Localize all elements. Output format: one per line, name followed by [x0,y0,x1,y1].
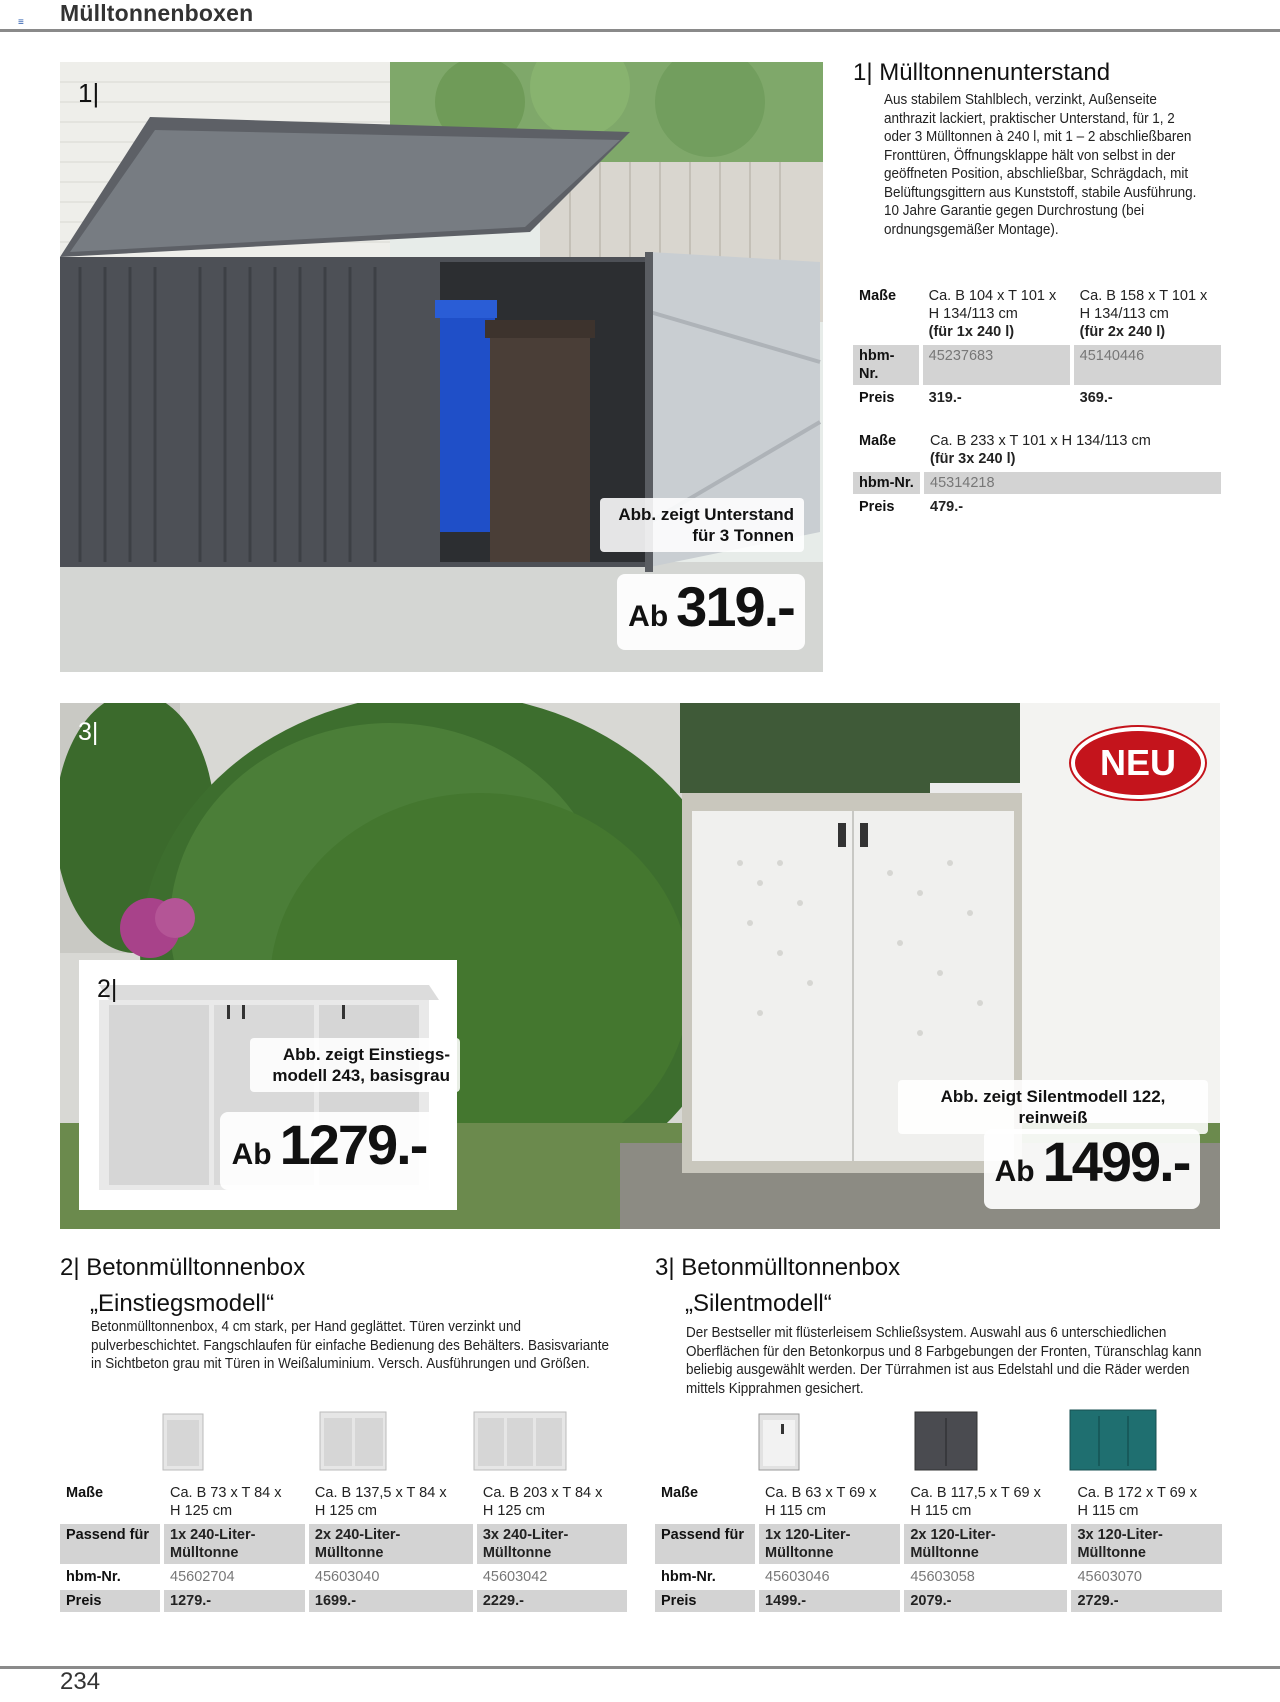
product3-caption-text: Abb. zeigt Silentmodell 122, reinweiß [940,1087,1166,1127]
product1-number: 1| [853,59,873,86]
spec-hbm-value: 45602704 [170,1569,235,1585]
product3-number: 3| [655,1254,675,1281]
masse-line: Ca. B 63 x T 69 x [765,1485,877,1501]
masse-line: Ca. B 104 x T 101 x [928,288,1057,304]
masse-line: Ca. B 73 x T 84 x [170,1485,282,1501]
spec-hbm-value: 45603040 [314,1569,380,1585]
product1-spec-table-2 [853,428,1221,520]
spec-price-value: 2729.- [1071,1590,1222,1612]
product2-price: 1279.- [279,1113,427,1176]
passend-line: 2x 240-Liter- [314,1527,401,1543]
spec-row-hbm [853,345,1221,385]
spec-hbm-value: 45314218 [924,472,1221,494]
spec-label-hbm: hbm-Nr. [853,345,919,385]
masse-line: Ca. B 172 x T 69 x [1077,1485,1198,1501]
product1-price-prefix: Ab [628,600,669,633]
spec-label-masse: Maße [859,433,897,449]
product2-description: Betonmülltonnenbox, 4 cm stark, per Hand geglättet. Türen verzinkt und pulverbeschichtet. Fangschlaufen für einfache Bedienung des Behälters. Basisvariante in Sichtbeton grau mit Türen in Weißaluminium. Versch. Ausführungen und Größen. [91,1319,609,1372]
passend-line: Mülltonne [910,1545,979,1561]
spec-label-hbm: hbm-Nr. [661,1569,716,1585]
passend-line: Mülltonne [765,1545,834,1561]
product1-title: Mülltonnenunterstand [879,59,1111,86]
spec-row-hbm [60,1566,627,1588]
product1-caption [600,498,804,552]
spec-row-masse [60,1482,627,1522]
passend-line: 2x 120-Liter- [910,1527,996,1543]
spec-masse-cell [477,1482,627,1522]
spec-hbm-value: 45603058 [910,1569,975,1585]
masse-line: (für 2x 240 l) [1079,324,1166,340]
spec-row-preis [853,496,1221,518]
spec-label-hbm: hbm-Nr. [66,1569,121,1585]
spec-label-hbm: hbm-Nr. [853,472,920,494]
masse-line: Ca. B 117,5 x T 69 x [910,1485,1041,1501]
spec-row-masse [853,430,1221,470]
product2-caption-line: Abb. zeigt Einstiegs- [282,1045,450,1064]
product1-caption-text: Abb. zeigt Unterstand für 3 Tonnen [618,505,794,545]
spec-hbm-value: 45237683 [923,345,1070,385]
spec-hbm-value: 45603042 [482,1569,548,1585]
product2-title: Betonmülltonnenbox [86,1254,306,1281]
spec-passend-cell [1071,1524,1222,1564]
masse-line: H 115 cm [1077,1503,1139,1519]
spec-masse-cell [1074,285,1221,343]
passend-line: 1x 240-Liter- [170,1527,256,1543]
product2-thumb-2 [318,1410,388,1472]
header-divider [0,29,1280,32]
spec-price-value: 369.- [1079,390,1113,406]
masse-line: H 115 cm [765,1503,826,1519]
spec-masse-cell [309,1482,473,1522]
product3-price-badge [984,1129,1200,1209]
spec-label-preis: Preis [859,390,895,406]
product2-subtitle: „Einstiegsmodell“ [90,1290,275,1317]
product1-heading [853,55,1110,91]
photo2-image-label: 3| [78,718,99,746]
product3-thumb-3 [1068,1408,1158,1472]
spec-price-value: 1499.- [759,1590,900,1612]
spec-label-masse: Maße [859,288,897,304]
product3-spec-table [655,1480,1222,1614]
product2-spec-table [60,1480,627,1614]
spec-hbm-value: 45603046 [765,1569,830,1585]
product3-thumb-2 [913,1410,979,1472]
masse-line: H 125 cm [314,1503,377,1519]
spec-row-preis [60,1590,627,1612]
spec-masse-cell [904,1482,1067,1522]
product1-image-label: 1| [78,78,100,108]
product3-heading [655,1250,900,1322]
spec-hbm-value: 45603070 [1077,1569,1142,1585]
masse-line: Ca. B 233 x T 101 x H 134/113 cm [930,433,1151,449]
spec-masse-cell [924,430,1221,470]
spec-label-masse: Maße [661,1485,699,1501]
menu-marker-icon: ≡ [18,17,24,28]
product1-spec-table-1 [853,283,1221,411]
product3-subtitle: „Silentmodell“ [685,1290,832,1317]
masse-line: Ca. B 137,5 x T 84 x [314,1485,447,1501]
footer-divider [0,1666,1280,1669]
spec-passend-cell [477,1524,627,1564]
masse-line: H 134/113 cm [928,306,1018,322]
product2-price-badge [220,1112,438,1190]
passend-line: Mülltonne [314,1545,384,1561]
passend-line: 1x 120-Liter- [765,1527,851,1543]
product3-price-prefix: Ab [994,1155,1035,1188]
passend-line: 3x 120-Liter- [1077,1527,1163,1543]
product3-description: Der Bestseller mit flüsterleisem Schließsystem. Auswahl aus 6 unterschiedlichen Oberflächen für den Betonkorpus und 8 Farbgebungen der Fronten, Türanschlag kann beliebig ausgewählt werden. Der Türrahmen ist aus Edelstahl und die Räder werden mittels Kipprahmen gesichert. [686,1325,1202,1397]
product1-description: Aus stabilem Stahlblech, verzinkt, Außenseite anthrazit lackiert, praktischer Unterstand, für 1, 2 oder 3 Mülltonnen à 240 l, mit 1 – 2 abschließbaren Fronttüren, Öffnungsklappe hält von selbst in der geöffneten Position, abschließbar, Schrägdach, mit Belüftungsgittern aus Kunststoff, stabile Ausführung. 10 Jahre Garantie gegen Durchrostung (bei ordnungsgemäßer Montage). [884,92,1197,238]
spec-price-value: 2079.- [904,1590,1067,1612]
page-header-title: Mülltonnenboxen [60,0,254,26]
new-badge-text: NEU [1099,742,1176,783]
spec-hbm-value: 45140446 [1074,345,1221,385]
product2-number: 2| [60,1254,80,1281]
spec-masse-cell [164,1482,305,1522]
spec-price-value: 1279.- [164,1590,305,1612]
masse-line: H 125 cm [482,1503,545,1519]
spec-masse-cell [759,1482,900,1522]
spec-passend-cell [759,1524,900,1564]
masse-line: H 115 cm [910,1503,972,1519]
product1-price: 319.- [676,575,794,638]
masse-line: Ca. B 158 x T 101 x [1079,288,1208,304]
product2-price-prefix: Ab [231,1138,272,1171]
spec-label-passend: Passend für [60,1524,160,1564]
spec-label-preis: Preis [655,1590,755,1612]
product2-thumb-1 [161,1412,207,1472]
spec-label-passend: Passend für [655,1524,755,1564]
page-number: 234 [60,1668,101,1695]
spec-row-passend [60,1524,627,1564]
masse-line: H 134/113 cm [1079,306,1169,322]
product3-caption [898,1080,1208,1134]
passend-line: Mülltonne [170,1545,239,1561]
product3-title: Betonmülltonnenbox [681,1254,901,1281]
spec-passend-cell [904,1524,1067,1564]
product2-image-label: 2| [97,975,118,1003]
product3-price: 1499.- [1042,1130,1190,1193]
spec-price-value: 479.- [930,499,964,515]
new-badge [1071,727,1205,799]
masse-line: (für 3x 240 l) [930,451,1016,467]
product2-caption [250,1038,460,1092]
spec-row-preis [853,387,1221,409]
spec-price-value: 2229.- [477,1590,627,1612]
spec-passend-cell [164,1524,305,1564]
spec-label-masse: Maße [66,1485,104,1501]
spec-masse-cell [1071,1482,1222,1522]
spec-row-hbm [655,1566,1222,1588]
spec-price-value: 1699.- [309,1590,473,1612]
masse-line: Ca. B 203 x T 84 x [482,1485,603,1501]
product2-heading [60,1250,305,1322]
spec-row-masse [853,285,1221,343]
spec-masse-cell [923,285,1070,343]
product3-thumb-1 [757,1412,803,1472]
passend-line: Mülltonne [482,1545,552,1561]
masse-line: (für 1x 240 l) [928,324,1015,340]
passend-line: 3x 240-Liter- [482,1527,569,1543]
spec-row-preis [655,1590,1222,1612]
masse-line: H 125 cm [170,1503,233,1519]
product2-caption-line: modell 243, basisgrau [272,1066,450,1085]
spec-label-preis: Preis [60,1590,160,1612]
spec-row-hbm [853,472,1221,494]
spec-passend-cell [309,1524,473,1564]
passend-line: Mülltonne [1077,1545,1146,1561]
spec-row-passend [655,1524,1222,1564]
product1-price-badge [617,574,805,650]
spec-label-preis: Preis [859,499,895,515]
product2-thumb-3 [472,1410,568,1472]
spec-price-value: 319.- [928,390,962,406]
spec-row-masse [655,1482,1222,1522]
